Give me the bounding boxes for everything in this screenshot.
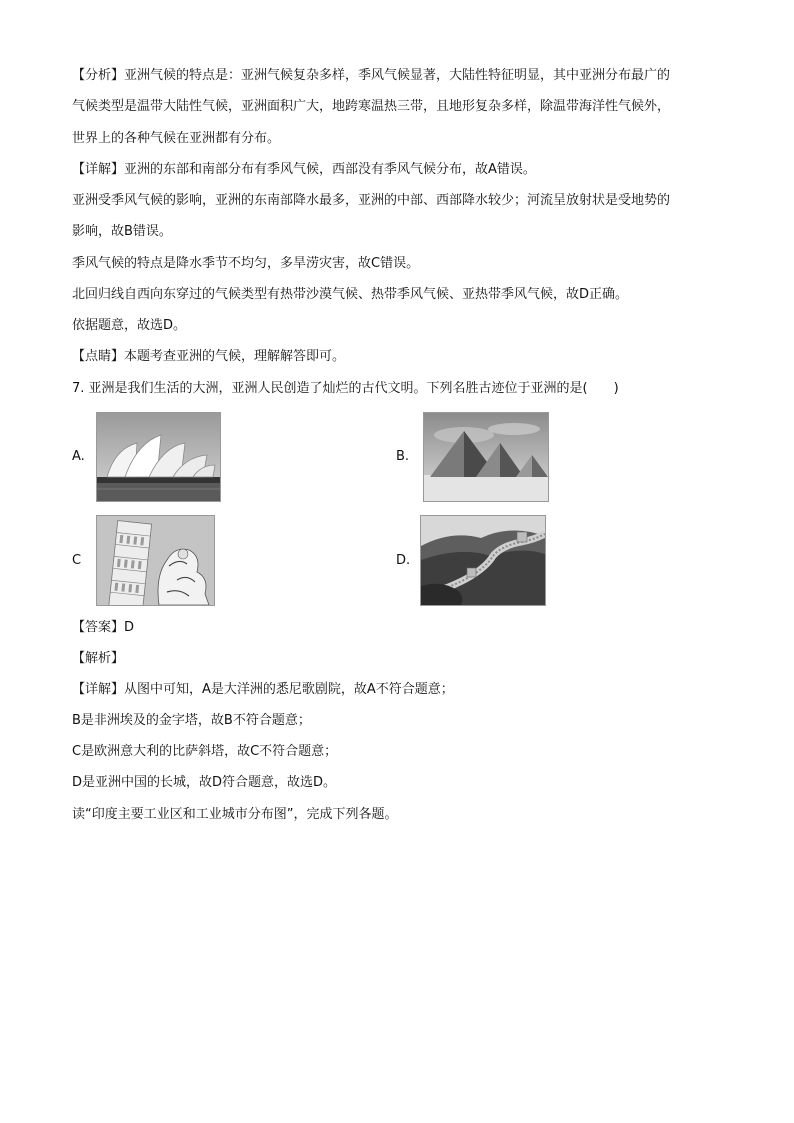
option-d-label: D. — [396, 553, 411, 568]
explanation-line-1: 【详解】从图中可知，A是大洋洲的悉尼歌剧院，故A不符合题意； — [72, 682, 454, 697]
option-b-label: B. — [396, 449, 410, 464]
option-d-image-great-wall — [420, 515, 546, 606]
explanation-title: 【解析】 — [72, 651, 125, 666]
answer-line: 【答案】D — [72, 620, 135, 635]
detail-line-4: 季风气候的特点是降水季节不均匀，多旱涝灾害，故C错误。 — [72, 256, 420, 271]
detail-line-2: 亚洲受季风气候的影响，亚洲的东南部降水最多，亚洲的中部、西部降水较少；河流呈放射状是受地势的 — [72, 193, 671, 208]
option-a-label: A. — [72, 449, 85, 464]
analysis-line-3: 世界上的各种气候在亚洲都有分布。 — [72, 131, 281, 146]
option-b-image-egyptian-pyramids — [423, 412, 549, 502]
next-question-prompt: 读“印度主要工业区和工业城市分布图”，完成下列各题。 — [72, 807, 398, 822]
detail-line-1: 【详解】亚洲的东部和南部分布有季风气候，西部没有季风气候分布，故A错误。 — [72, 162, 536, 177]
explanation-line-3: C是欧洲意大利的比萨斜塔，故C不符合题意； — [72, 744, 338, 759]
option-a-image-sydney-opera-house — [96, 412, 221, 502]
explanation-line-4: D是亚洲中国的长城，故D符合题意，故选D。 — [72, 775, 337, 790]
detail-line-6: 依据题意，故选D。 — [72, 318, 187, 333]
comment-line: 【点睛】本题考查亚洲的气候，理解解答即可。 — [72, 349, 346, 364]
option-c-label: C — [72, 553, 82, 568]
option-c-image-leaning-tower-of-pisa — [96, 515, 215, 606]
analysis-line-2: 气候类型是温带大陆性气候，亚洲面积广大，地跨寒温热三带，且地形复杂多样，除温带海洋性气候外， — [72, 99, 671, 114]
detail-line-5: 北回归线自西向东穿过的气候类型有热带沙漠气候、热带季风气候、亚热带季风气候，故D正确。 — [72, 287, 629, 302]
question-7-stem: 7. 亚洲是我们生活的大洲，亚洲人民创造了灿烂的古代文明。下列名胜古迹位于亚洲的是( ) — [72, 381, 619, 396]
detail-line-3: 影响，故B错误。 — [72, 224, 172, 239]
explanation-line-2: B是非洲埃及的金字塔，故B不符合题意； — [72, 713, 311, 728]
analysis-line-1: 【分析】亚洲气候的特点是：亚洲气候复杂多样，季风气候显著，大陆性特征明显，其中亚洲分布最广的 — [72, 68, 671, 83]
